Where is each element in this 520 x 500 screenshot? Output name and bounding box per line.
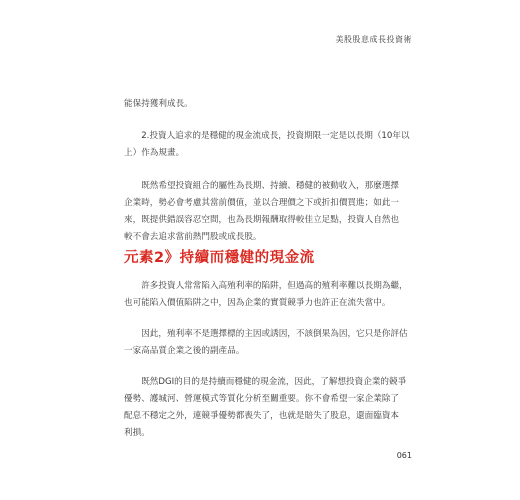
text-line: 一家高品質企業之後的副產品。: [124, 346, 245, 356]
text-line: 既然DGI的目的是持續而穩健的現金流，因此，了解想投資企業的競爭: [124, 377, 407, 387]
paragraph-dgi-purpose: [124, 374, 407, 442]
running-header: 美股股息成長投資術: [335, 35, 412, 44]
text-line: 既然希望投資組合的屬性為長期、持續、穩健的被動收入，那麼選擇: [124, 181, 400, 191]
paragraph-long-term: [124, 178, 400, 246]
paragraph-point-2: [124, 128, 410, 162]
text-line: 許多投資人常常陷入高殖利率的陷阱，但過高的殖利率難以長期為繼，: [124, 281, 408, 291]
page-number: 061: [396, 451, 412, 460]
text-line: 也可能陷入價值陷阱之中，因為企業的實質競爭力也許正在流失當中。: [124, 298, 391, 308]
text-line: 2.投資人追求的是穩健的現金流成長，投資期限一定是以長期（10年以: [124, 131, 410, 141]
text-line: 來，既提供錯誤容忍空間，也為長期報酬取得較佳立足點，投資人自然也: [124, 215, 400, 225]
text-line: 配息不穩定之外，連競爭優勢都喪失了，也就是賠失了股息，還面臨資本: [124, 411, 400, 421]
text-line: 企業時，勢必會考慮其當前價值，並以合理價之下或折扣價買進；如此一: [124, 198, 400, 208]
paragraph-continuation: [124, 96, 396, 113]
paragraph-high-yield-trap: [124, 278, 408, 312]
text-line: 利損。: [124, 428, 150, 438]
text-line: 優勢、護城河、營運模式等質化分析至關重要。你不會希望一家企業除了: [124, 394, 400, 404]
text-line: 較不會去追求當前熱門股或成長股。: [124, 232, 262, 242]
paragraph-yield-byproduct: [124, 326, 408, 360]
section-heading: 元素2》持續而穩健的現金流: [124, 250, 315, 266]
text-line: 能保持獲利成長。: [124, 99, 193, 109]
text-line: 因此，殖利率不是選擇標的主因或誘因，不該倒果為因，它只是你評估: [124, 329, 408, 339]
text-line: 上）作為規畫。: [124, 148, 185, 158]
